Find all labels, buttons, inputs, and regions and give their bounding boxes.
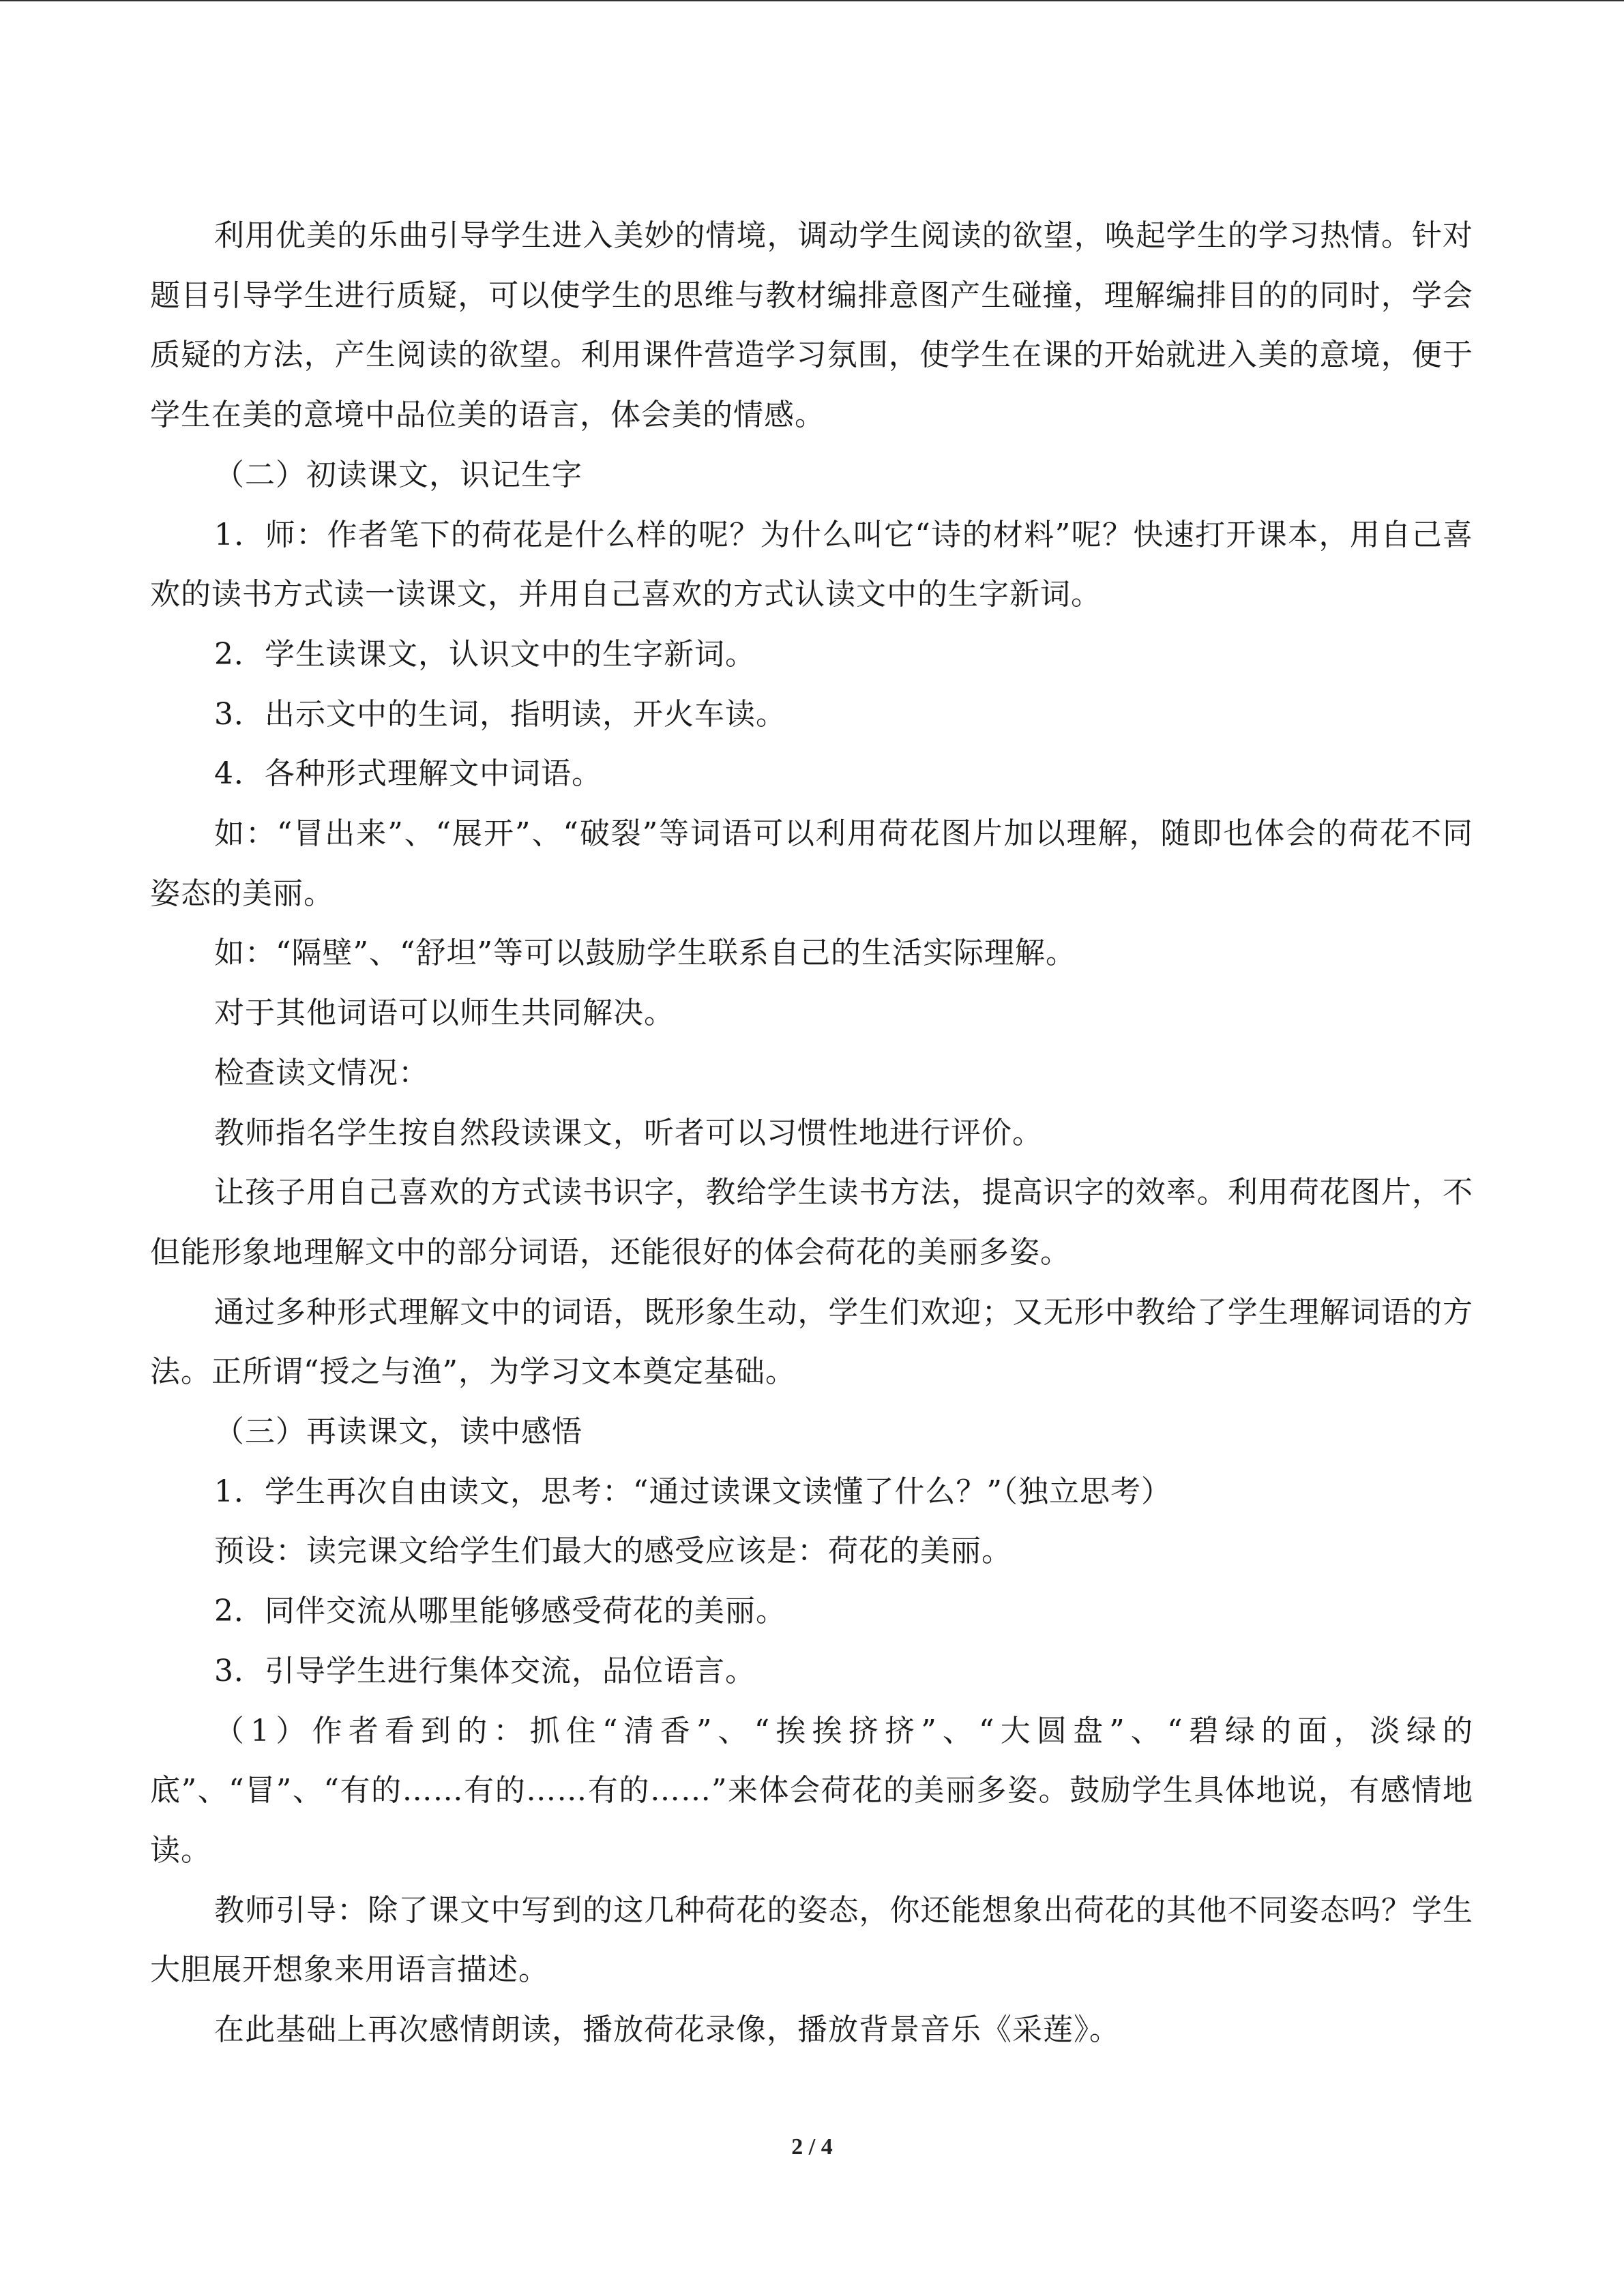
- page-number: 2 / 4: [791, 2134, 833, 2160]
- paragraph-step-1: 1．师：作者笔下的荷花是什么样的呢？为什么叫它“诗的材料”呢？快速打开课本，用自己喜欢的读书方式读一读课文，并用自己喜欢的方式认读文中的生字新词。: [150, 517, 1473, 612]
- paragraph-teacher-guide: 教师引导：除了课文中写到的这几种荷花的姿态，你还能想象出荷花的其他不同姿态吗？学生大胆展开想象来用语言描述。: [150, 1892, 1473, 1988]
- paragraph-example-1: 如：“冒出来”、“展开”、“破裂”等词语可以利用荷花图片加以理解，随即也体会的荷花不同姿态的美丽。: [150, 816, 1473, 911]
- paragraph-step-2: 2．学生读课文，认识文中的生字新词。: [214, 636, 756, 672]
- paragraph-teacher-assign: 教师指名学生按自然段读课文，听者可以习惯性地进行评价。: [214, 1115, 1043, 1150]
- paragraph-intro-reflection: 利用优美的乐曲引导学生进入美妙的情境，调动学生阅读的欲望，唤起学生的学习热情。针对题目引导学生进行质疑，可以使学生的思维与教材编排意图产生碰撞，理解编排目的的同时，学会质疑的方法，产生阅读的欲望。利用课件营造学习氛围，使学生在课的开始就进入美的意境，便于学生在美的意境中品位美的语言，体会美的情感。: [150, 218, 1473, 433]
- paragraph-reflection-methods: 通过多种形式理解文中的词语，既形象生动，学生们欢迎；又无形中教给了学生理解词语的方法。正所谓“授之与渔”，为学习文本奠定基础。: [150, 1294, 1473, 1390]
- paragraph-read-aloud: 在此基础上再次感情朗读，播放荷花录像，播放背景音乐《采莲》。: [214, 2012, 1120, 2048]
- paragraph-check-reading: 检查读文情况：: [214, 1055, 429, 1090]
- paragraph-other-words: 对于其他词语可以师生共同解决。: [214, 996, 675, 1031]
- paragraph-example-2: 如：“隔壁”、“舒坦”等可以鼓励学生联系自己的生活实际理解。: [214, 936, 1076, 971]
- section-heading-rereading: （三）再读课文，读中感悟: [214, 1414, 582, 1450]
- paragraph-step-3: 3．出示文中的生词，指明读，开火车读。: [214, 696, 786, 732]
- paragraph-reread-step-2: 2．同伴交流从哪里能够感受荷花的美丽。: [214, 1594, 786, 1629]
- paragraph-author-saw: （1）作者看到的：抓住“清香”、“挨挨挤挤”、“大圆盘”、“碧绿的面，淡绿的底”、“冒”、“有的……有的……有的……”来体会荷花的美丽多姿。鼓励学生具体地说，有感情地读。: [150, 1713, 1473, 1868]
- page-body: [150, 206, 1473, 2060]
- paragraph-preset: 预设：读完课文给学生们最大的感受应该是：荷花的美丽。: [214, 1534, 1012, 1569]
- paragraph-reflection-literacy: 让孩子用自己喜欢的方式读书识字，教给学生读书方法，提高识字的效率。利用荷花图片，不但能形象地理解文中的部分词语，还能很好的体会荷花的美丽多姿。: [150, 1175, 1473, 1270]
- paragraph-reread-step-1: 1．学生再次自由读文，思考：“通过读课文读懂了什么？”（独立思考）: [214, 1474, 1172, 1509]
- section-heading-first-reading: （二）初读课文，识记生字: [214, 457, 582, 492]
- paragraph-step-4: 4．各种形式理解文中词语。: [214, 756, 602, 792]
- paragraph-reread-step-3: 3．引导学生进行集体交流，品位语言。: [214, 1653, 756, 1688]
